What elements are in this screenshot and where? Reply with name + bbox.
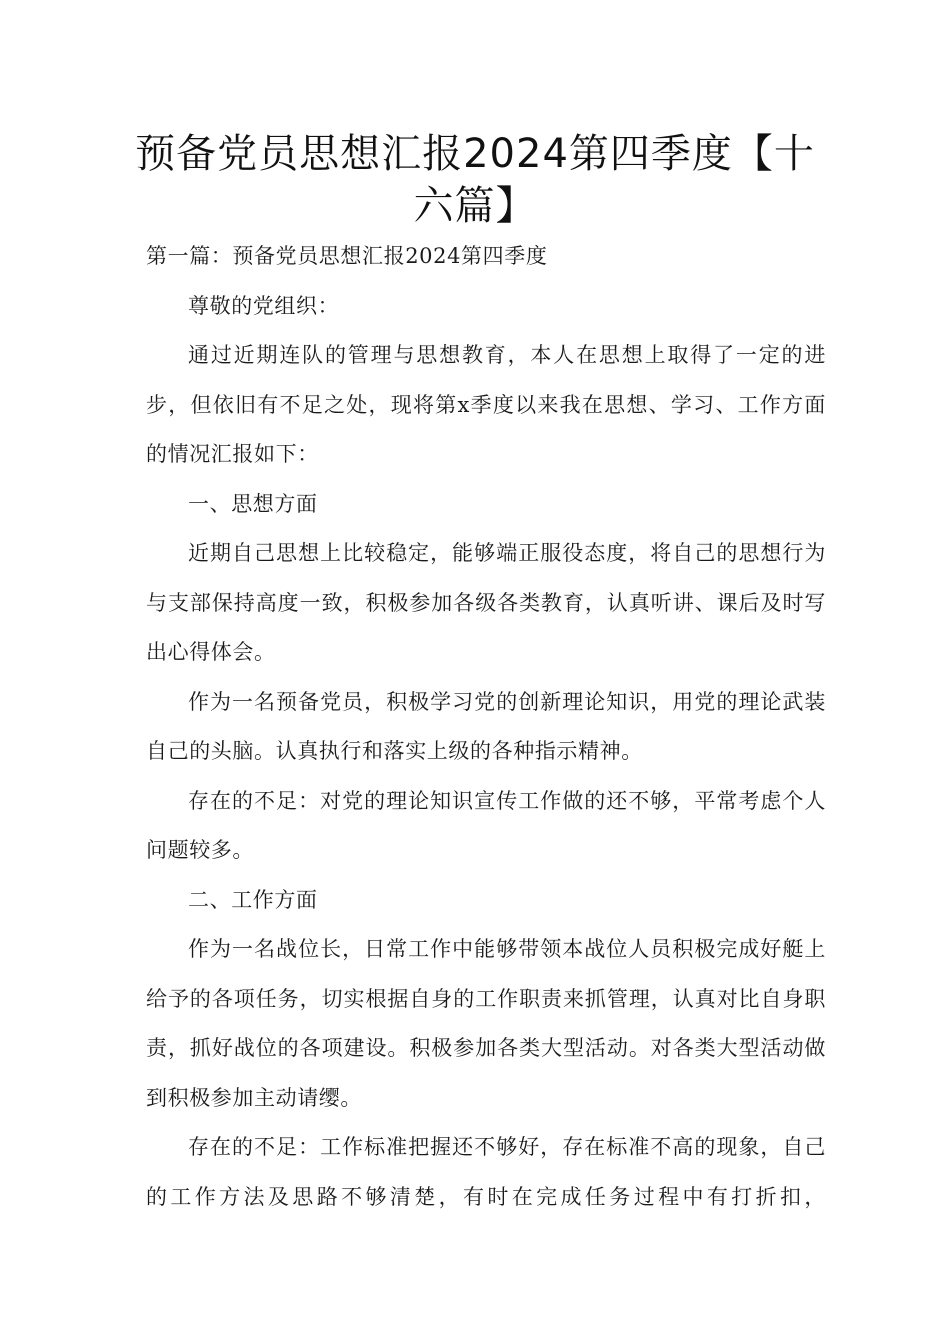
- paragraph-thought-2: 作为一名预备党员，积极学习党的创新理论知识，用党的理论武装自己的头脑。认真执行和落实上级的各种指示精神。: [146, 689, 826, 763]
- section-subtitle: 第一篇：预备党员思想汇报2024第四季度: [146, 244, 548, 268]
- salutation: 尊敬的党组织：: [188, 293, 340, 318]
- heading-work: 二、工作方面: [188, 887, 318, 912]
- document-body: [146, 232, 826, 1222]
- heading-thought: 一、思想方面: [188, 491, 318, 516]
- paragraph-intro: 通过近期连队的管理与思想教育，本人在思想上取得了一定的进步，但依旧有不足之处，现将第x季度以来我在思想、学习、工作方面的情况汇报如下：: [146, 343, 826, 466]
- paragraph-work-shortcoming: 存在的不足：工作标准把握还不够好，存在标准不高的现象，自己的工作方法及思路不够清楚，有时在完成任务过程中有打折扣，: [146, 1135, 826, 1209]
- paragraph-thought-1: 近期自己思想上比较稳定，能够端正服役态度，将自己的思想行为与支部保持高度一致，积极参加各级各类教育，认真听讲、课后及时写出心得体会。: [146, 541, 826, 664]
- paragraph-thought-shortcoming: 存在的不足：对党的理论知识宣传工作做的还不够，平常考虑个人问题较多。: [146, 788, 826, 862]
- paragraph-work-1: 作为一名战位长，日常工作中能够带领本战位人员积极完成好艇上给予的各项任务，切实根据自身的工作职责来抓管理，认真对比自身职责，抓好战位的各项建设。积极参加各类大型活动。对各类大型活动做到积极参加主动请缨。: [146, 937, 826, 1110]
- document-title: 预备党员思想汇报2024第四季度【十六篇】: [135, 131, 815, 229]
